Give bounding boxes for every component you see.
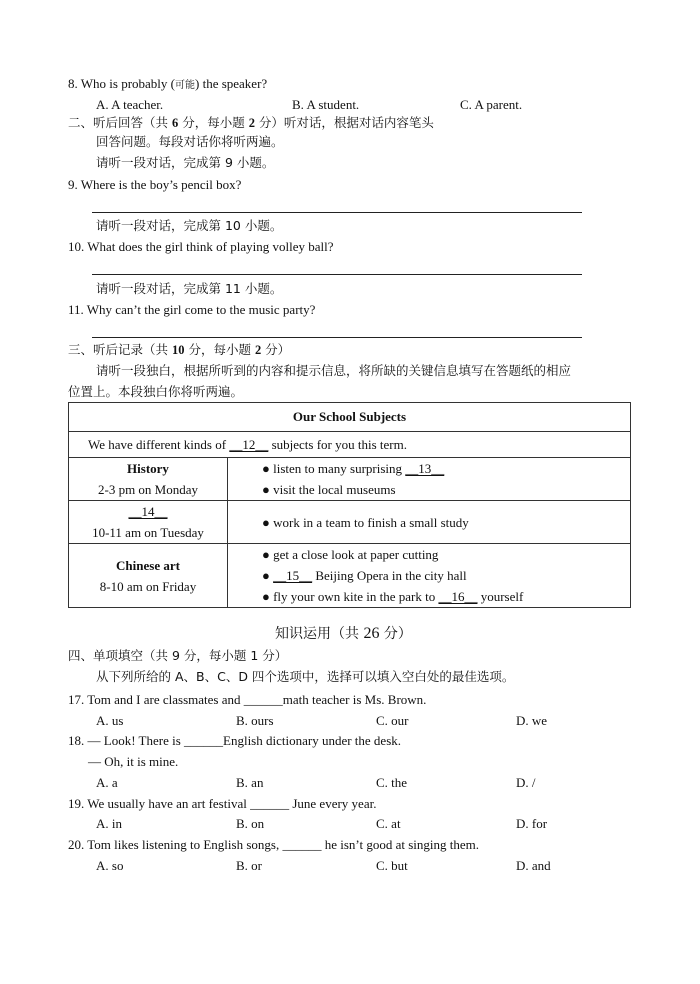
section-2-heading	[68, 115, 434, 131]
history-activities	[228, 458, 631, 501]
q18-option-c: C. the	[376, 775, 408, 790]
q20-option-d: D. and	[516, 858, 551, 873]
q20-option-c: C. but	[376, 858, 408, 873]
q17-option-a: A. us	[96, 713, 124, 728]
blank-14[interactable]: __14__	[128, 504, 168, 519]
section-3-heading-a: 三、听后记录（共	[68, 342, 172, 357]
chinese-art-item-3-a: ● fly your own kite in the park to	[262, 589, 439, 604]
section-2-heading-b: 分，每小题	[178, 115, 249, 130]
table-intro-a: We have different kinds of	[88, 436, 230, 452]
chinese-art-item-3	[262, 586, 630, 607]
chinese-art-subject: Chinese art	[116, 557, 180, 573]
chinese-art-item-2-b: Beijing Opera in the city hall	[312, 568, 467, 583]
question-8-note: 可能	[175, 80, 195, 91]
chinese-art-time: 8-10 am on Friday	[99, 578, 197, 594]
answer-line-11[interactable]	[92, 337, 582, 338]
q20-option-a: A. so	[96, 858, 124, 873]
history-cell	[69, 458, 228, 501]
q19-option-b: B. on	[236, 816, 265, 831]
knowledge-points: 26	[363, 625, 380, 642]
section-3-heading-c: 分）	[261, 342, 291, 357]
section-3-heading	[68, 342, 290, 358]
history-subject: History	[127, 461, 169, 476]
history-item-1-text: ● listen to many surprising	[262, 461, 406, 476]
question-19: 19. We usually have an art festival ______ June every year.	[68, 796, 377, 811]
q18-option-a: A. a	[96, 775, 118, 790]
blank-15[interactable]: __15__	[273, 568, 313, 583]
chinese-art-item-3-b: yourself	[477, 589, 524, 604]
chinese-art-item-2-a: ●	[262, 568, 274, 583]
blank-16[interactable]: __16__	[438, 589, 478, 604]
section-2-num2: 2	[248, 116, 255, 130]
section-4-instruction: 从下列所给的 A、B、C、D 四个选项中，选择可以填入空白处的最佳选项。	[96, 669, 515, 684]
history-item-1	[262, 458, 630, 479]
q17-option-b: B. ours	[236, 713, 274, 728]
section-2-num1: 6	[171, 116, 179, 130]
subjects-table	[68, 402, 631, 608]
table-intro	[69, 432, 631, 458]
q19-option-a: A. in	[96, 816, 122, 831]
question-8-stem-end: ) the speaker?	[195, 76, 268, 91]
prompt-11: 请听一段对话，完成第 11 小题。	[96, 281, 283, 296]
question-17: 17. Tom and I are classmates and ______math teacher is Ms. Brown.	[68, 692, 427, 707]
blank-13[interactable]: __13__	[405, 461, 445, 476]
section-2-heading-c: 分）听对话，根据对话内容笔头	[254, 115, 434, 130]
tuesday-time: 10-11 am on Tuesday	[92, 525, 204, 540]
q19-option-d: D. for	[516, 816, 548, 831]
q8-option-b: B. A student.	[292, 97, 360, 112]
answer-line-10[interactable]	[92, 274, 582, 275]
q18-option-d: D. /	[516, 775, 536, 790]
blank-12[interactable]: __12__	[229, 436, 269, 452]
knowledge-title-b: 分）	[379, 626, 412, 642]
history-time: 2-3 pm on Monday	[97, 482, 199, 497]
section-3-num2: 2	[254, 343, 262, 357]
section-3-num1: 10	[171, 343, 185, 357]
question-18-reply: — Oh, it is mine.	[88, 754, 179, 769]
section-2-heading-a: 二、听后回答（共	[68, 115, 172, 130]
chinese-art-item-2	[262, 565, 630, 586]
question-18: 18. — Look! There is ______English dictionary under the desk.	[68, 733, 402, 748]
question-20: 20. Tom likes listening to English songs, ______ he isn’t good at singing them.	[68, 837, 479, 852]
chinese-art-item-1: ● get a close look at paper cutting	[262, 547, 439, 562]
section-2-line2: 回答问题。每段对话你将听两遍。	[96, 134, 284, 149]
answer-line-9[interactable]	[92, 212, 582, 213]
knowledge-title-a: 知识运用（共	[275, 626, 364, 642]
question-8	[68, 76, 267, 94]
q17-option-d: D. we	[516, 713, 548, 728]
history-item-2: ● visit the local museums	[262, 482, 396, 497]
tuesday-activities	[228, 501, 631, 544]
q8-option-a: A. A teacher.	[96, 97, 164, 112]
section-3-instruction-1: 请听一段独白，根据所听到的内容和提示信息，将所缺的关键信息填写在答题纸的相应	[96, 363, 572, 378]
q20-option-b: B. or	[236, 858, 262, 873]
chinese-art-cell	[69, 544, 228, 608]
tuesday-cell	[69, 501, 228, 544]
question-9: 9. Where is the boy’s pencil box?	[68, 177, 242, 192]
tuesday-item-1: ● work in a team to finish a small study	[262, 514, 469, 530]
q18-option-b: B. an	[236, 775, 264, 790]
question-11: 11. Why can’t the girl come to the music party?	[68, 302, 316, 317]
section-3-heading-b: 分，每小题	[184, 342, 255, 357]
prompt-10: 请听一段对话，完成第 10 小题。	[96, 218, 283, 233]
q19-option-c: C. at	[376, 816, 401, 831]
table-intro-b: subjects for you this term.	[268, 436, 407, 452]
section-3-instruction-2: 位置上。本段独白你将听两遍。	[68, 384, 244, 399]
chinese-art-activities	[228, 544, 631, 608]
question-10: 10. What does the girl think of playing volley ball?	[68, 239, 334, 254]
section-4-heading: 四、单项填空（共 9 分，每小题 1 分）	[68, 648, 288, 663]
knowledge-title	[275, 625, 412, 643]
question-8-stem: 8. Who is probably (	[68, 76, 175, 91]
table-title: Our School Subjects	[69, 403, 631, 432]
prompt-9: 请听一段对话，完成第 9 小题。	[96, 155, 275, 170]
q17-option-c: C. our	[376, 713, 409, 728]
q8-option-c: C. A parent.	[460, 97, 523, 112]
